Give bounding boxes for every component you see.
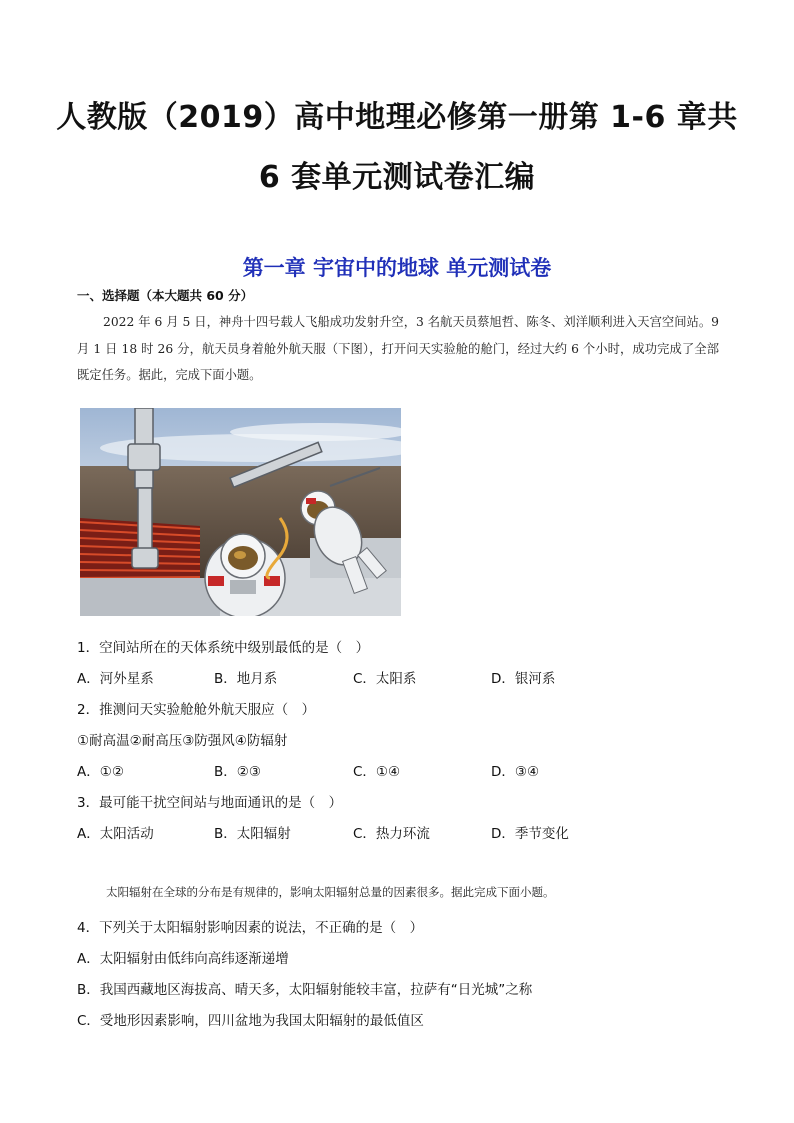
question-2-statements: ①耐高温②耐高压③防强风④防辐射	[77, 733, 288, 749]
question-2-option-b: B．②③	[214, 764, 261, 780]
document-title-line2: 6 套单元测试卷汇编	[258, 160, 536, 195]
section-heading: 一、选择题（本大题共 60 分）	[77, 288, 254, 303]
astronaut-spacewalk-photo	[80, 408, 401, 616]
question-4-option-a: A．太阳辐射由低纬向高纬逐渐递增	[77, 951, 289, 967]
question-4-stem: 4．下列关于太阳辐射影响因素的说法，不正确的是（ ）	[77, 920, 424, 936]
question-2-stem: 2．推测问天实验舱舱外航天服应（ ）	[77, 702, 316, 718]
intro-paragraph: 2022 年 6 月 5 日，神舟十四号载人飞船成功发射升空，3 名航天员蔡旭哲、陈冬、刘洋顺利进入天宫空间站。9 月 1 日 18 时 26 分，航天员身着舱外航天服（下图），打开问天实验舱的舱门，经过大约 6 个小时，成功完成了全部既定任务。据此，完成下面小题。	[77, 315, 719, 382]
question-1-option-d: D．银河系	[491, 671, 556, 687]
question-2-option-d: D．③④	[491, 764, 540, 780]
question-1-stem: 1．空间站所在的天体系统中级别最低的是（ ）	[77, 640, 370, 656]
question-1-option-c: C．太阳系	[353, 671, 417, 687]
question-3-option-d: D．季节变化	[491, 826, 569, 842]
question-3-option-c: C．热力环流	[353, 826, 430, 842]
question-4-option-c: C．受地形因素影响，四川盆地为我国太阳辐射的最低值区	[77, 1013, 424, 1029]
question-1-option-b: B．地月系	[214, 671, 278, 687]
question-4-option-b: B．我国西藏地区海拔高、晴天多，太阳辐射能较丰富，拉萨有“日光城”之称	[77, 982, 533, 998]
question-3-option-b: B．太阳辐射	[214, 826, 291, 842]
question-1-option-a: A．河外星系	[77, 671, 154, 687]
chapter-heading: 第一章 宇宙中的地球 单元测试卷	[242, 256, 552, 280]
question-2-option-c: C．①④	[353, 764, 401, 780]
question-3-stem: 3．最可能干扰空间站与地面通讯的是（ ）	[77, 795, 343, 811]
document-title-line1: 人教版（2019）高中地理必修第一册第 1-6 章共	[56, 100, 738, 135]
question-2-option-a: A．①②	[77, 764, 124, 780]
passage-2: 太阳辐射在全球的分布是有规律的，影响太阳辐射总量的因素很多。据此完成下面小题。	[106, 885, 555, 899]
question-3-option-a: A．太阳活动	[77, 826, 154, 842]
